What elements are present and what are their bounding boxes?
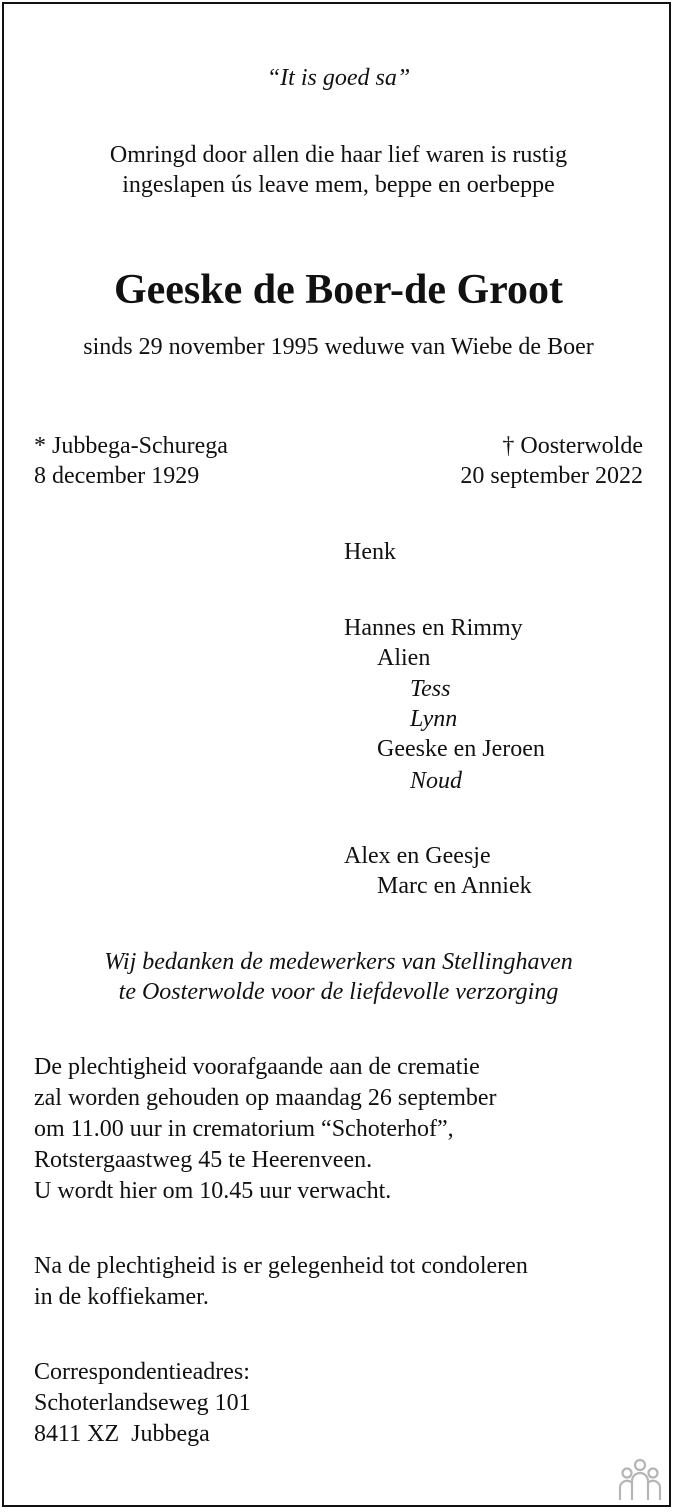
ceremony-line-3: om 11.00 uur in crematorium “Schoterhof”,: [34, 1116, 454, 1142]
deceased-name: Geeske de Boer-de Groot: [113, 267, 564, 313]
family-henk: Henk: [344, 539, 396, 565]
address-street: Schoterlandseweg 101: [34, 1390, 251, 1416]
quote: “It is goed sa”: [266, 65, 411, 91]
ceremony-line-1: De plechtigheid voorafgaande aan de crematie: [34, 1054, 480, 1080]
intro-line-1: Omringd door allen die haar lief waren is rustig: [109, 142, 568, 168]
address-postal: 8411 XZ Jubbega: [34, 1421, 210, 1447]
family-tess: Tess: [410, 676, 451, 702]
ceremony-line-5: U wordt hier om 10.45 uur verwacht.: [34, 1178, 392, 1204]
death-place: † Oosterwolde: [502, 433, 643, 459]
family-lynn: Lynn: [410, 706, 458, 732]
birth-place: * Jubbega-Schurega: [34, 433, 228, 459]
thanks-line-1: Wij bedanken de medewerkers van Stellinghaven: [104, 949, 573, 975]
condolence-line-1: Na de plechtigheid is er gelegenheid tot condoleren: [34, 1253, 528, 1279]
ceremony-line-2: zal worden gehouden op maandag 26 september: [34, 1085, 497, 1111]
family-geeske-jeroen: Geeske en Jeroen: [377, 736, 545, 762]
family-noud: Noud: [410, 768, 463, 794]
condolence-line-2: in de koffiekamer.: [34, 1284, 209, 1310]
family-hannes: Hannes en Rimmy: [344, 615, 523, 641]
intro-line-2: ingeslapen ús leave mem, beppe en oerbeppe: [122, 172, 555, 198]
address-label: Correspondentieadres:: [34, 1359, 250, 1385]
ceremony-line-4: Rotstergaastweg 45 te Heerenveen.: [34, 1147, 373, 1173]
birth-date: 8 december 1929: [34, 463, 200, 489]
family-marc: Marc en Anniek: [377, 873, 532, 899]
family-alien: Alien: [377, 645, 431, 671]
death-date: 20 september 2022: [460, 463, 643, 489]
people-group-icon: [618, 1456, 662, 1502]
thanks-line-2: te Oosterwolde voor de liefdevolle verzorging: [118, 979, 559, 1005]
family-alex: Alex en Geesje: [344, 843, 491, 869]
widow-line: sinds 29 november 1995 weduwe van Wiebe de Boer: [83, 334, 594, 360]
